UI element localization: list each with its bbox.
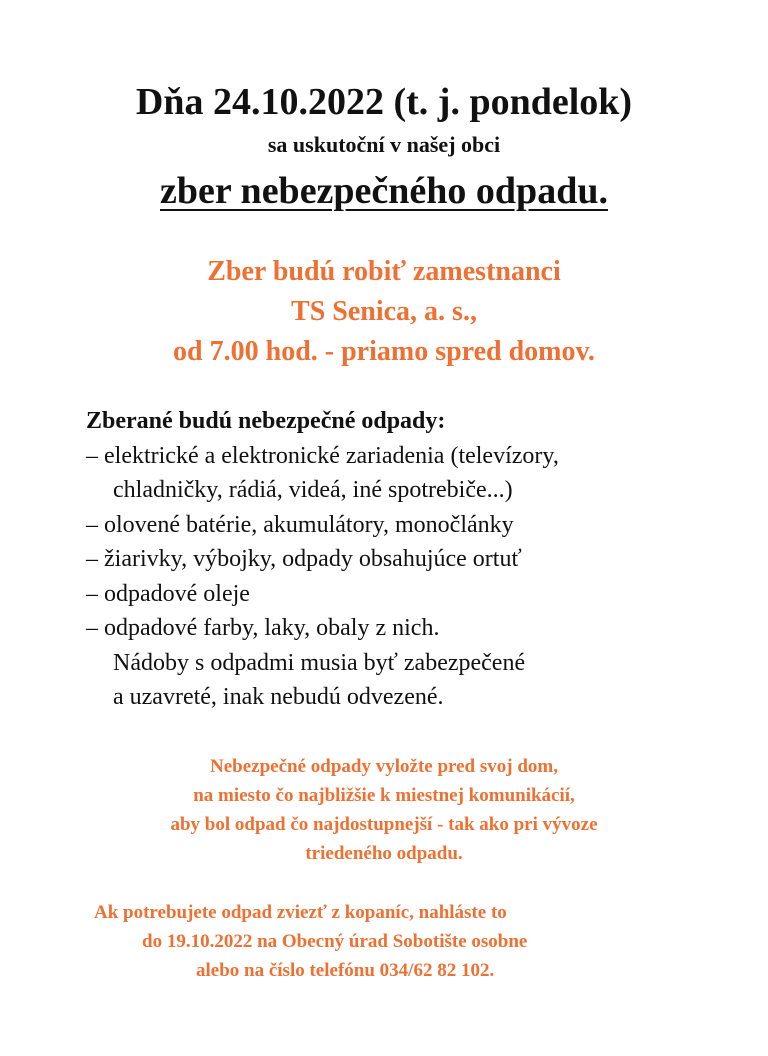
- collection-info: [0, 252, 768, 372]
- waste-list-heading: Zberané budú nebezpečné odpady:: [86, 408, 446, 434]
- headline-text: zber nebezpečného odpadu.: [160, 170, 608, 212]
- collection-info-line: TS Senica, a. s.,: [291, 296, 477, 327]
- list-item-continuation: Nádoby s odpadmi musia byť zabezpečené: [113, 649, 526, 676]
- list-item: – žiarivky, výbojky, odpady obsahujúce ortuť: [86, 546, 522, 572]
- list-item-continuation: chladničky, rádiá, videá, iné spotrebiče...): [113, 477, 513, 503]
- placement-notice: [0, 752, 768, 868]
- waste-list: [86, 404, 746, 715]
- list-item-continuation: a uzavreté, inak nebudú odvezené.: [113, 684, 444, 710]
- contact-notice-line: Ak potrebujete odpad zviezť z kopaníc, nahláste to: [94, 902, 507, 923]
- page-title: Dňa 24.10.2022 (t. j. pondelok): [135, 81, 633, 123]
- list-item: – olovené batérie, akumulátory, monočlánky: [86, 511, 514, 538]
- contact-notice-line: do 19.10.2022 na Obecný úrad Sobotište osobne: [142, 931, 528, 952]
- placement-notice-line: Nebezpečné odpady vyložte pred svoj dom,: [210, 756, 558, 777]
- contact-notice: [0, 898, 768, 985]
- placement-notice-line: aby bol odpad čo najdostupnejší - tak ako pri vývoze: [170, 814, 598, 835]
- collection-info-line: Zber budú robiť zamestnanci: [207, 256, 561, 287]
- contact-notice-line: alebo na číslo telefónu 034/62 82 102.: [196, 960, 495, 981]
- list-item: – odpadové farby, laky, obaly z nich.: [86, 615, 440, 641]
- headline: [0, 168, 768, 214]
- collection-info-line: od 7.00 hod. - priamo spred domov.: [173, 336, 595, 367]
- list-item: – odpadové oleje: [86, 580, 250, 607]
- placement-notice-line: triedeného odpadu.: [305, 843, 463, 864]
- page-subtitle: sa uskutoční v našej obci: [267, 132, 501, 157]
- placement-notice-line: na miesto čo najbližšie k miestnej komunikácií,: [193, 785, 575, 806]
- list-item: – elektrické a elektronické zariadenia (televízory,: [86, 442, 559, 469]
